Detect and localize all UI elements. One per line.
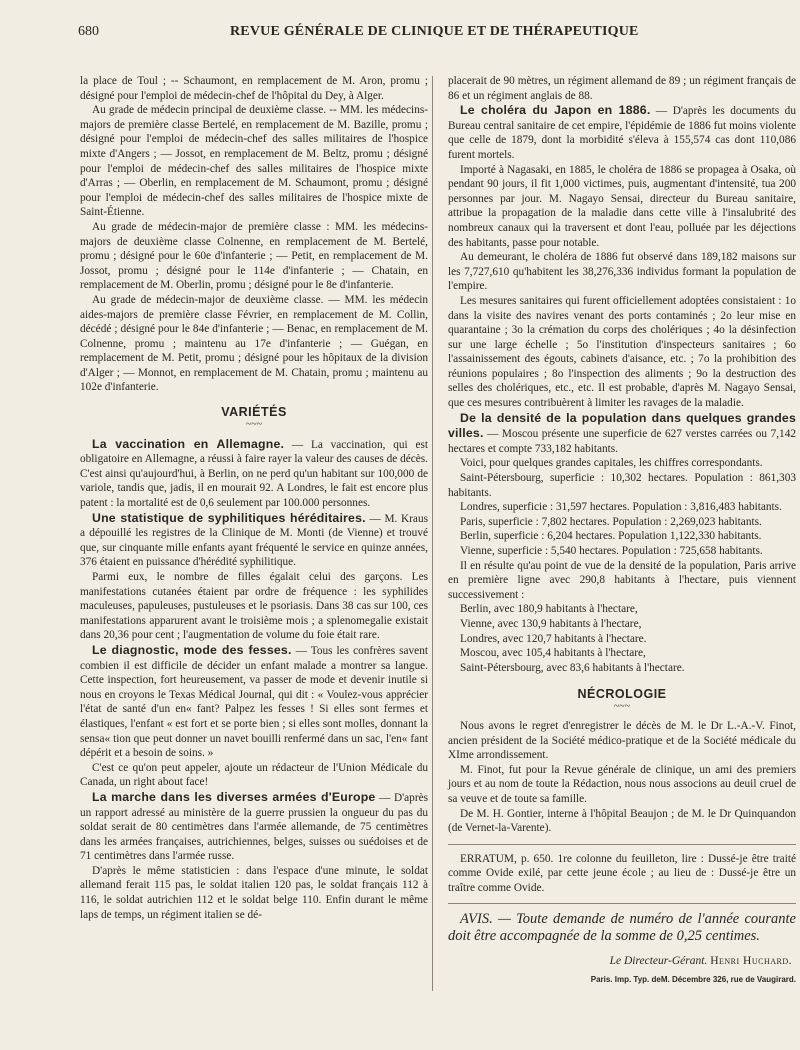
paragraph: D'après le même statisticien : dans l'espace d'une minute, le soldat allemand ferait 115 pas, le soldat italien 120 pas, le soldat français 112 à 116, le soldat autrichien 112 et le soldat belge 110. Enfin durant le même laps de temps, un régiment italien se dé- (80, 864, 428, 921)
paragraph: Vienne, superficie : 5,540 hectares. Population : 725,658 habitants. (460, 545, 763, 557)
article-title: Le diagnostic, mode des fesses. (92, 642, 292, 657)
paragraph: M. Finot, fut pour la Revue générale de clinique, un ami des premiers jours et au nom de toute la Rédaction, nous nous associons au deuil cruel de sa veuve et de toute sa famille. (448, 763, 796, 805)
paragraph: Il en résulte qu'au point de vue de la densité de la population, Paris arrive en première ligne avec 290,8 habitants à l'hectare, puis viennent successivement : (448, 559, 796, 601)
erratum: ERRATUM, p. 650. 1re colonne du feuilleton, lire : Dussé-je être traité comme Ovide exilé, par cette jeune école ; au lieu de : Dussé-je être un traître comme Ovide. (448, 852, 796, 894)
paragraph: la place de Toul ; -- Schaumont, en remplacement de M. Aron, promu ; désigné pour l'emploi de médecin-chef de l'hôpital du Dey, à Alger. (80, 75, 428, 102)
paragraph: Les mesures sanitaires qui furent officiellement adoptées consistaient : 1o dans la visite des navires venant des ports contaminés ; 2o leur mise en quarantaine ; 3o la crémation du corps des cholériques ; 4o la désinfection sur une large échelle ; 5o l'institution d'inspecteurs sanitaires ; 6o l'assainissement des égouts, cabinets d'aisance, etc. ; 7o la prohibition des réunions populaires ; 8o l'inspection des aliments ; 9o la destruction des selles des cholériques, etc., etc. Il est probable, d'après M. Nagayo Sensai, que ces mesures contribuèrent à limiter les ravages de la maladie. (448, 294, 796, 410)
article-body: — D'après les documents du Bureau central sanitaire de cet empire, l'épidémie de 1886 fut moins violente que celle de 1879, dont la morbidité s'éleva à 155,574 cas dont 110,086 furent mortels. (448, 105, 796, 161)
section-heading-necrologie: NÉCROLOGIE (577, 687, 667, 702)
right-column (448, 74, 796, 988)
divider (448, 903, 796, 904)
page-header (0, 0, 800, 50)
article-title: De la densité de la population dans quelques grandes villes. (448, 410, 796, 441)
article-syphilis (80, 511, 428, 570)
section-ornament: ~~~ (613, 700, 631, 712)
column-divider (432, 76, 433, 991)
article-body: — Tous les confrères savent combien il est difficile de décider un enfant malade a montrer sa langue. Cette inspection, fort heureusement, va passer de mode et devenir inutile si nous en croyons le Texas Médical Journal, qui dit : « Voulez-vous apprécier l'état de santé d'un en« fant? Palpez les fesses ! Si elles sont fermes et élastiques, l'enfant « est fort et se porte bien ; si elles sont molles, donnant la sensa« tion que peut donner un navet bouilli renfermé dans un sac, l'en« fant dépérit et a besoin de soins. » (80, 644, 428, 760)
gerant-label: Le Directeur-Gérant. (609, 955, 708, 968)
article-vaccination (80, 437, 428, 511)
list-item: Vienne, avec 130,9 habitants à l'hectare, (460, 617, 642, 630)
article-cholera (448, 103, 796, 162)
article-body: — Moscou présente une superficie de 627 verstes carrées ou 7,142 hectares et compte 733,182 habitants. (448, 428, 796, 455)
paragraph: Au grade de médecin-major de première classe : MM. les médecins-majors de deuxième classe Colnenne, en remplacement de M. Bertelé, promu ; désigné pour le 60e d'infanterie ; — Petit, en remplacement de M. Jossot, promu ; désigné pour le 114e d'infanterie ; — Chatain, en remplacement de M. Oberlin, promu ; désigné pour le 8e d'infanterie. (80, 220, 428, 292)
paragraph: placerait de 90 mètres, un régiment allemand de 89 ; un régiment français de 86 et un régiment anglais de 88. (448, 75, 796, 102)
section-heading-varietes: VARIÉTÉS (221, 405, 287, 420)
section-ornament: ~~~ (245, 418, 263, 430)
article-body: — M. Kraus a dépouillé les registres de la Clinique de M. Monti (de Vienne) et trouvé que, sur cinquante mille enfants ayant fréquenté le service en quinze années, 376 étaient en puissance d'hérédité syphilitique. (80, 512, 428, 569)
paragraph: Nous avons le regret d'enregistrer le décès de M. le Dr L.-A.-V. Finot, ancien président de la Société médico-pratique et de la Société médicale du XIme arrondissement. (448, 719, 796, 762)
paragraph: Parmi eux, le nombre de filles égalait celui des garçons. Les manifestations cutanées étaient par ordre de fréquence : les syphilides maculeuses, papuleuses, pustuleuses et le psoriasis. Dans 38 cas sur 100, ces manifestations apparurent avant le troisième mois ; a splenomegalie existait dans 20,36 pour cent ; l'augmentation de volume du foie était rare. (80, 571, 428, 642)
list-item: Berlin, avec 180,9 habitants à l'hectare, (460, 603, 638, 616)
paragraph: Paris, superficie : 7,802 hectares. Population : 2,269,023 habitants. (460, 515, 762, 528)
article-marche (80, 790, 428, 864)
paragraph: Berlin, superficie : 6,204 hectares. Population 1,122,330 habitants. (460, 530, 762, 543)
running-title: REVUE GÉNÉRALE DE CLINIQUE ET DE THÉRAPEUTIQUE (230, 24, 639, 39)
article-body: — D'après un rapport adressé au ministère de la guerre prussien la ongueur du pas du soldat serait de 80 centimètres dans l'armée allemande, de 75 centimètres dans les armées françaises, autrichiennes, belges, suisses ou suédoises et de 71 centimètres dans l'armée russe. (80, 791, 428, 863)
paragraph: Au demeurant, le choléra de 1886 fut observé dans 189,182 maisons sur les 7,727,610 qu'habitent les 38,276,336 individus formant la population de l'empire. (448, 251, 796, 293)
list-item: Saint-Pétersbourg, avec 83,6 habitants à l'hectare. (460, 661, 685, 674)
article-diagnostic (80, 643, 428, 761)
article-title: Une statistique de syphilitiques héréditaires. (92, 510, 366, 525)
article-body: — La vaccination, qui est obligatoire en Allemagne, a réussi à faire rayer la valeur des causes de décès. C'est ainsi qu'aujourd'hui, à Berlin, on ne perd qu'un habitant sur 100,000 de variole, tandis que, jadis, il en mourait 92. A Londres, le fait est encore plus patent : la mortalité est de 0,6 seulement par 100.000 personnes. (80, 438, 428, 510)
paragraph: De M. H. Gontier, interne à l'hôpital Beaujon ; de M. le Dr Quinquandon (de Vernet-la-Varente). (448, 807, 796, 835)
article-title: La vaccination en Allemagne. (92, 436, 285, 451)
left-column (80, 74, 428, 922)
article-title: La marche dans les diverses armées d'Europe (92, 789, 376, 804)
article-densite (448, 411, 796, 457)
avis-notice: AVIS. — Toute demande de numéro de l'année courante doit être accompagnée de la somme de 0,25 centimes. (448, 911, 796, 945)
paragraph: Saint-Pétersbourg, superficie : 10,302 hectares. Population : 861,303 habitants. (448, 472, 796, 499)
paragraph: C'est ce qu'on peut appeler, ajoute un rédacteur de l'Union Médicale du Canada, un right about face! (80, 761, 428, 789)
director-signature (448, 954, 796, 969)
paragraph: Voici, pour quelques grandes capitales, les chiffres correspondants. (460, 457, 763, 470)
divider (448, 844, 796, 845)
article-title: Le choléra du Japon en 1886. (460, 103, 651, 118)
paragraph: Au grade de médecin principal de deuxième classe. -- MM. les médecins-majors de première classe Bertelé, en remplacement de M. Bazille, promu ; désigné pour l'emploi de médecin-chef des salles militaires de l'hospice mixte d'Angers ; — Jossot, en remplacement de M. Beltz, promu ; désigné pour l'emploi de médecin-chef des salles militaires de l'hospice mixte d'Arras ; — Oberlin, en remplacement de M. Schaumont, promu ; désigné pour l'emploi de médecin-chef des salles militaires de l'hospice mixte de Saint-Étienne. (80, 104, 428, 219)
page-number: 680 (78, 24, 99, 39)
paragraph: Londres, superficie : 31,597 hectares. Population : 3,816,483 habitants. (460, 501, 782, 514)
list-item: Moscou, avec 105,4 habitants à l'hectare, (460, 647, 646, 660)
printer-imprint: Paris. Imp. Typ. deM. Décembre 326, rue de Vaugirard. (590, 975, 796, 985)
paragraph: Au grade de médecin-major de deuxième classe. — MM. les médecin aides-majors de première classe Février, en remplacement de M. Collin, décédé ; désigné pour le 84e d'infanterie ; — Benac, en remplacement de M. Colnenne, promu ; maintenu au 17e d'infanterie ; — Guégan, en remplacement de M. Petit, promu ; désigné pour les hôpitaux de la division d'Alger ; — Monnot, en remplacement de M. Chatain, promu ; maintenu au 102e d'infanterie. (80, 293, 428, 394)
gerant-name: Henri Huchard. (710, 955, 792, 968)
city-density-list (448, 602, 796, 675)
paragraph: Importé à Nagasaki, en 1885, le choléra de 1886 se propagea à Osaka, où pendant 90 jours, il fit 1,000 victimes, puis, augmentant d'intensité, tua 200 personnes par jour. M. Nagayo Sensai, directeur du Bureau sanitaire, attribue la propagation de la maladie dans cette ville à l'insalubrité des nombreux canaux qui la traversent et dont l'eau, polluée par les déjections des habitants, passe pour notable. (448, 163, 796, 249)
list-item: Londres, avec 120,7 habitants à l'hectare. (460, 632, 647, 645)
